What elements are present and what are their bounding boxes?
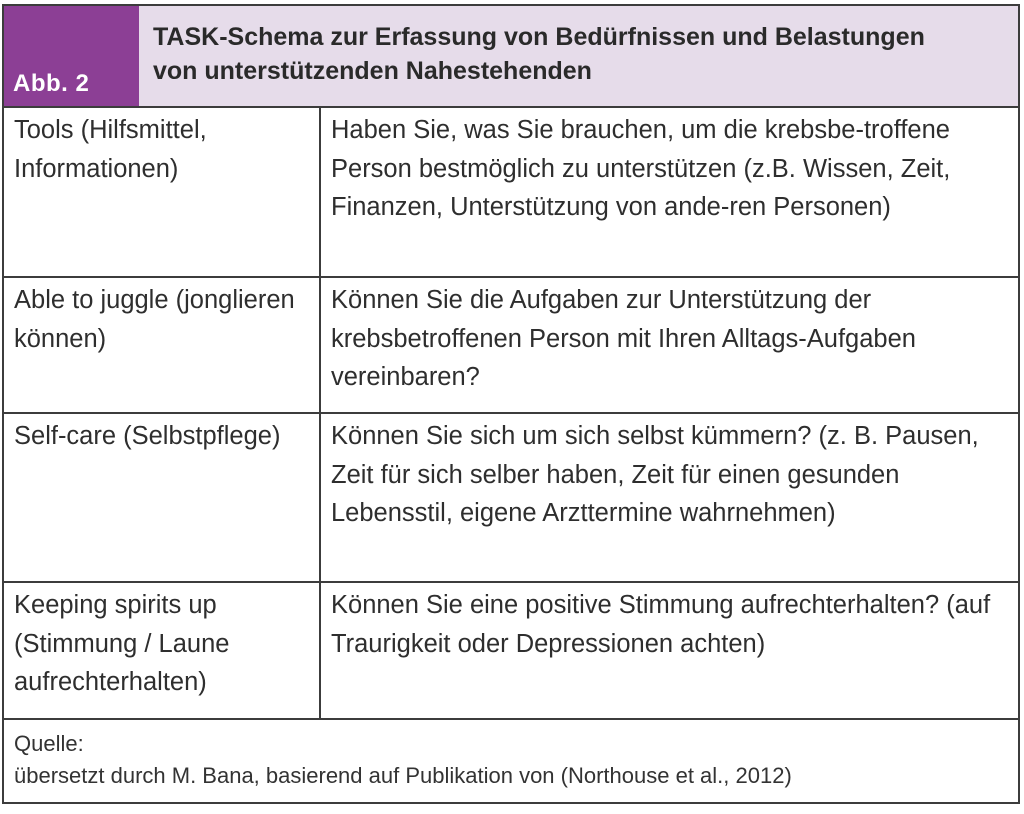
term-cell: Able to juggle (jonglieren können): [4, 277, 320, 413]
description-cell: Können Sie sich um sich selbst kümmern? (z. B. Pausen, Zeit für sich selber haben, Zeit für einen gesunden Lebensstil, eigene Arzttermine wahrnehmen): [320, 413, 1018, 582]
figure-label: Abb. 2: [13, 70, 90, 97]
term-cell: Keeping spirits up (Stimmung / Laune aufrechterhalten): [4, 582, 320, 719]
term-cell: Self-care (Selbstpflege): [4, 413, 320, 582]
figure-title-line-1: TASK-Schema zur Erfassung von Bedürfnissen und Belastungen: [153, 23, 925, 51]
table-row: [4, 277, 1018, 413]
table-row: [4, 108, 1018, 277]
task-schema-table: [4, 108, 1018, 720]
figure-table-frame: [2, 4, 1020, 804]
table-row: [4, 582, 1018, 719]
description-cell: Können Sie die Aufgaben zur Unterstützung der krebsbetroffenen Person mit Ihren Alltags-Aufgaben vereinbaren?: [320, 277, 1018, 413]
description-cell: Können Sie eine positive Stimmung aufrechterhalten? (auf Traurigkeit oder Depressionen achten): [320, 582, 1018, 719]
description-cell: Haben Sie, was Sie brauchen, um die krebsbe-troffene Person bestmöglich zu unterstützen (z.B. Wissen, Zeit, Finanzen, Unterstützung von ande-ren Personen): [320, 108, 1018, 277]
figure-title: [139, 6, 1018, 106]
figure-header: [4, 6, 1018, 108]
source-text: übersetzt durch M. Bana, basierend auf Publikation von (Northouse et al., 2012): [14, 763, 792, 788]
figure-label-badge: [4, 6, 139, 106]
term-cell: Tools (Hilfsmittel, Informationen): [4, 108, 320, 277]
table-row: [4, 413, 1018, 582]
source-label: Quelle:: [14, 731, 84, 756]
figure-title-line-2: von unterstützenden Nahestehenden: [153, 57, 592, 85]
source-note: [4, 720, 1018, 792]
